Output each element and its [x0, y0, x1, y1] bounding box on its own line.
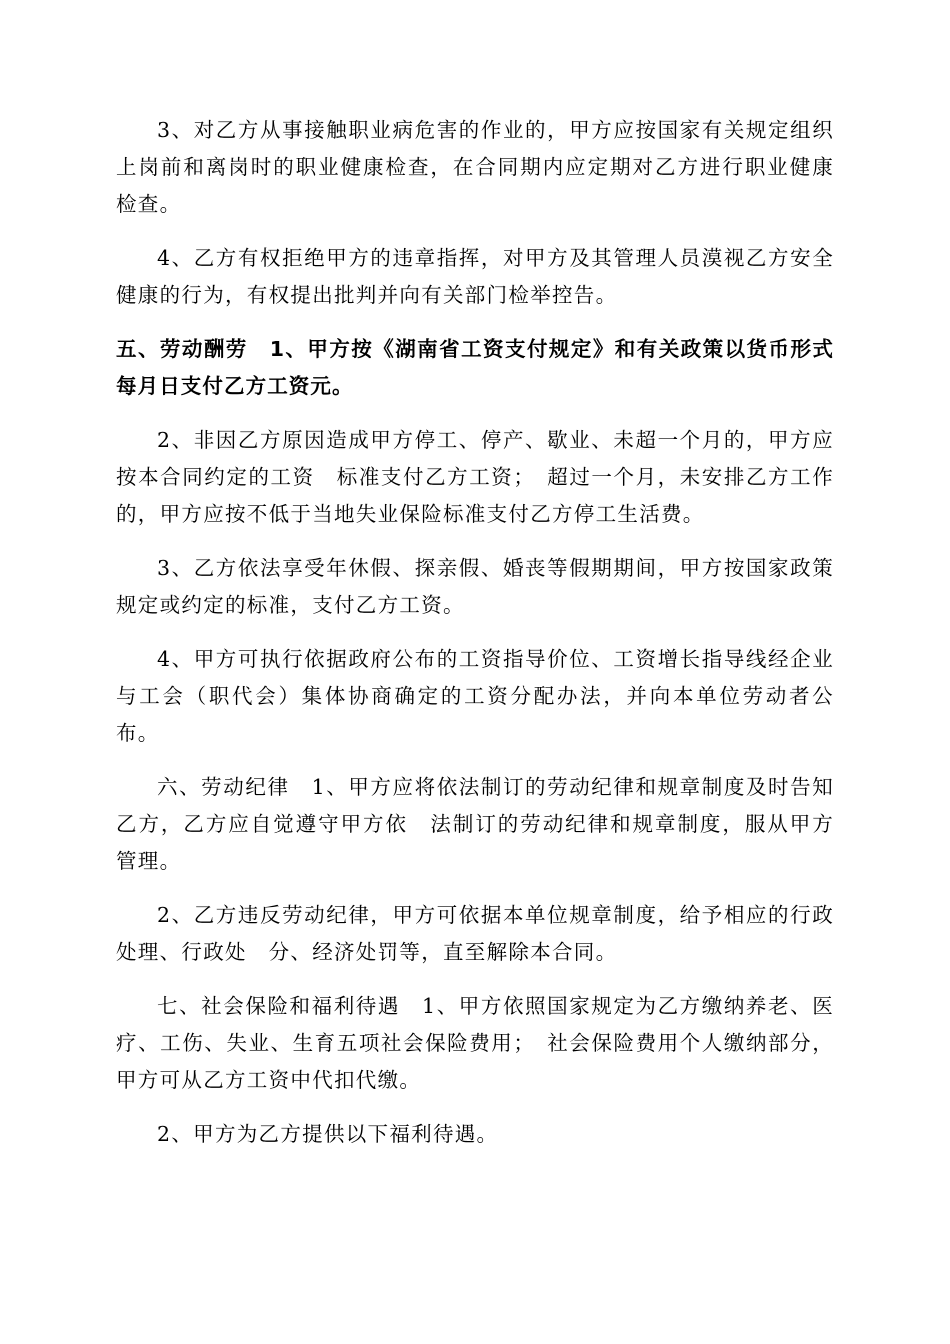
clause-health-check: 3、对乙方从事接触职业病危害的作业的，甲方应按国家有关规定组织上岗前和离岗时的职业健康检查，在合同期内应定期对乙方进行职业健康检查。: [116, 118, 834, 216]
clause-labor-discipline: 六、劳动纪律 1、甲方应将依法制订的劳动纪律和规章制度及时告知乙方，乙方应自觉遵守甲方依 法制订的劳动纪律和规章制度，服从甲方管理。: [116, 775, 834, 873]
section-heading-remuneration: 五、劳动酬劳 1、甲方按《湖南省工资支付规定》和有关政策以货币形式每月日支付乙方工资元。: [116, 337, 834, 398]
clause-refuse-command: 4、乙方有权拒绝甲方的违章指挥，对甲方及其管理人员漠视乙方安全健康的行为，有权提出批判并向有关部门检举控告。: [116, 246, 834, 307]
document-page: [116, 112, 834, 1170]
clause-holiday-pay: 3、乙方依法享受年休假、探亲假、婚丧等假期期间，甲方按国家政策规定或约定的标准，支付乙方工资。: [116, 556, 834, 617]
clause-discipline-violation: 2、乙方违反劳动纪律，甲方可依据本单位规章制度，给予相应的行政处理、行政处 分、经济处罚等，直至解除本合同。: [116, 903, 834, 964]
clause-work-stoppage-pay: 2、非因乙方原因造成甲方停工、停产、歇业、未超一个月的，甲方应按本合同约定的工资 标准支付乙方工资； 超过一个月，未安排乙方工作的，甲方应按不低于当地失业保险标准支付乙方停工生活费。: [116, 428, 834, 526]
clause-welfare-benefits: 2、甲方为乙方提供以下福利待遇。: [157, 1122, 499, 1146]
clause-social-insurance: 七、社会保险和福利待遇 1、甲方依照国家规定为乙方缴纳养老、医疗、工伤、失业、生育五项社会保险费用； 社会保险费用个人缴纳部分，甲方可从乙方工资中代扣代缴。: [116, 994, 834, 1092]
clause-wage-distribution: 4、甲方可执行依据政府公布的工资指导价位、工资增长指导线经企业与工会（职代会）集体协商确定的工资分配办法，并向本单位劳动者公布。: [116, 647, 834, 745]
